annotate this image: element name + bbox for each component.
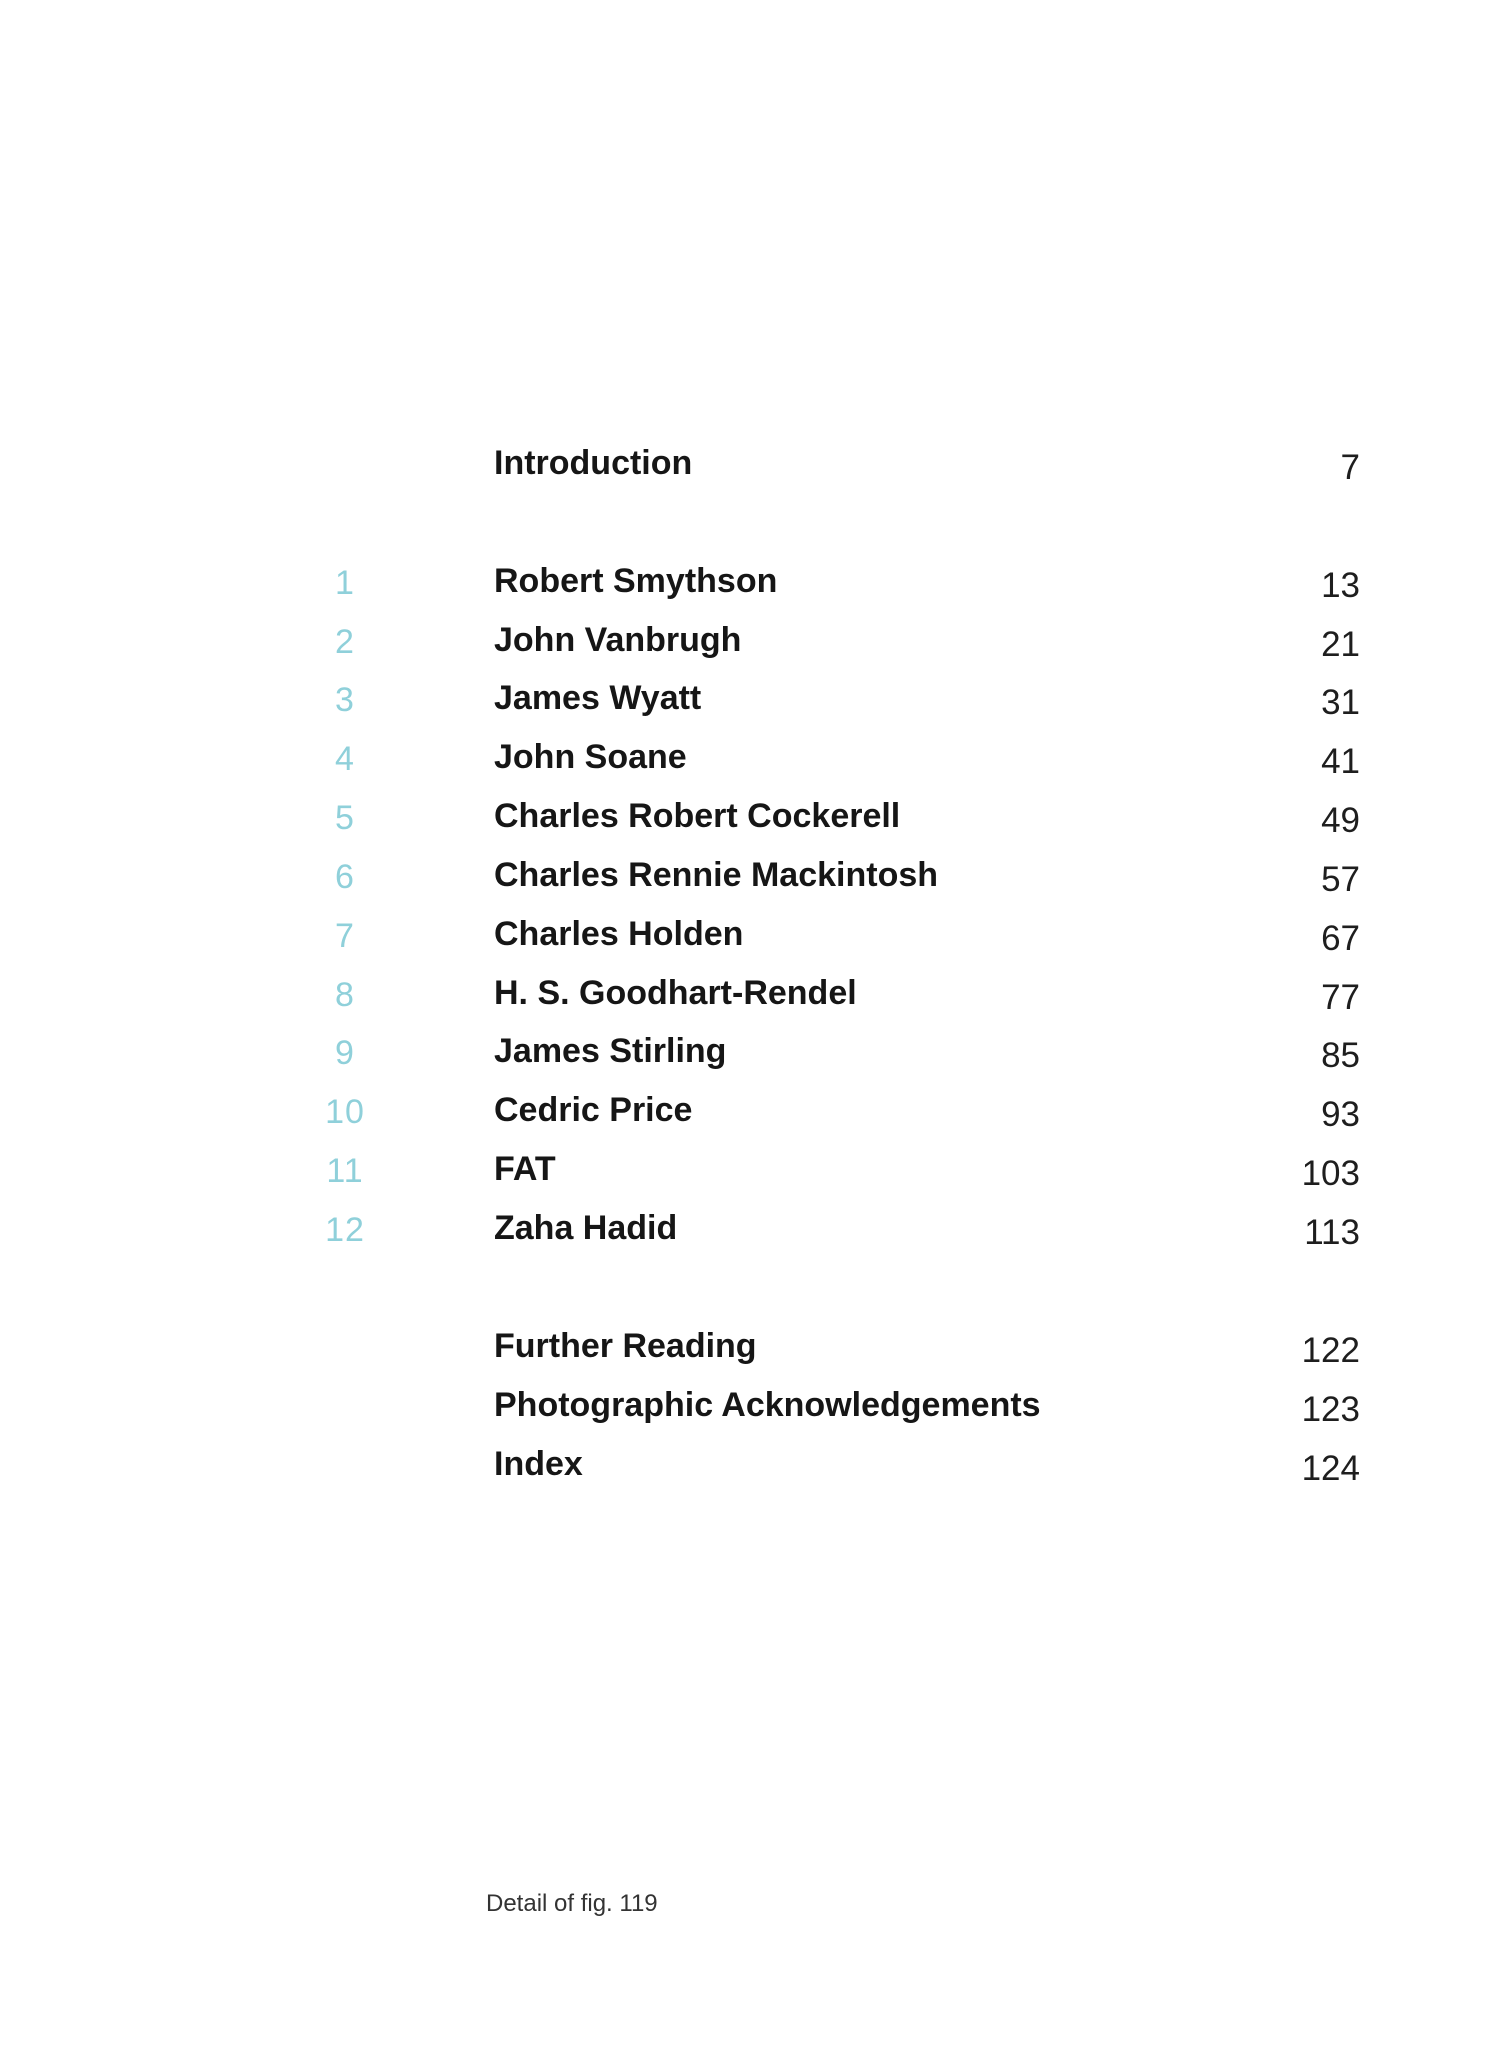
entry-title: James Stirling [494,1032,727,1070]
chapter-number: 5 [335,799,355,837]
entry-title: H. S. Goodhart-Rendel [494,974,857,1012]
chapter-number: 1 [335,564,355,602]
entry-title: Index [494,1445,583,1483]
chapter-number: 8 [335,976,355,1014]
entry-title: Cedric Price [494,1091,693,1129]
entry-title: John Soane [494,738,687,776]
entry-page-number: 31 [1321,683,1360,722]
toc-entry-chapter[interactable] [0,615,1500,673]
entry-page-number: 13 [1321,566,1360,605]
entry-title: FAT [494,1150,556,1188]
chapter-number: 4 [335,740,355,778]
entry-title: Photographic Acknowledgements [494,1386,1041,1424]
entry-title: James Wyatt [494,679,702,717]
toc-entry-chapter[interactable] [0,1203,1500,1261]
toc-entry-back-matter[interactable] [0,1321,1500,1379]
toc-entry-chapter[interactable] [0,1026,1500,1084]
toc-entry-back-matter[interactable] [0,1380,1500,1438]
entry-page-number: 85 [1321,1036,1360,1075]
chapter-number: 10 [325,1093,365,1131]
entry-title: Further Reading [494,1327,757,1365]
chapter-number: 7 [335,917,355,955]
toc-entry-chapter[interactable] [0,1144,1500,1202]
entry-page-number: 123 [1301,1390,1360,1429]
entry-page-number: 67 [1321,919,1360,958]
chapter-number: 9 [335,1034,355,1072]
toc-entry-chapter[interactable] [0,732,1500,790]
entry-page-number: 122 [1301,1331,1360,1370]
chapter-number: 12 [325,1211,365,1249]
entry-page-number: 21 [1321,625,1360,664]
entry-page-number: 7 [1340,448,1360,487]
entry-title: John Vanbrugh [494,621,742,659]
entry-title: Charles Robert Cockerell [494,797,901,835]
chapter-number: 11 [326,1152,364,1190]
toc-entry-chapter[interactable] [0,909,1500,967]
entry-title: Introduction [494,444,693,482]
toc-entry-back-matter[interactable] [0,1439,1500,1497]
entry-page-number: 113 [1304,1213,1360,1252]
entry-page-number: 124 [1301,1449,1360,1488]
figure-caption: Detail of fig. 119 [486,1890,658,1917]
toc-entry-chapter[interactable] [0,556,1500,614]
toc-entry-chapter[interactable] [0,968,1500,1026]
entry-title: Charles Rennie Mackintosh [494,856,939,894]
entry-title: Zaha Hadid [494,1209,678,1247]
entry-page-number: 103 [1301,1154,1360,1193]
toc-entry-chapter[interactable] [0,850,1500,908]
chapter-number: 3 [335,681,355,719]
chapter-number: 6 [335,858,355,896]
entry-page-number: 77 [1321,978,1360,1017]
entry-page-number: 93 [1321,1095,1360,1134]
entry-title: Robert Smythson [494,562,778,600]
toc-entry-chapter[interactable] [0,1085,1500,1143]
toc-entry-chapter[interactable] [0,791,1500,849]
toc-entry-chapter[interactable] [0,673,1500,731]
entry-page-number: 41 [1321,742,1360,781]
toc-entry-introduction[interactable] [0,438,1500,496]
entry-page-number: 49 [1321,801,1360,840]
chapter-number: 2 [335,623,355,661]
entry-page-number: 57 [1321,860,1360,899]
entry-title: Charles Holden [494,915,744,953]
